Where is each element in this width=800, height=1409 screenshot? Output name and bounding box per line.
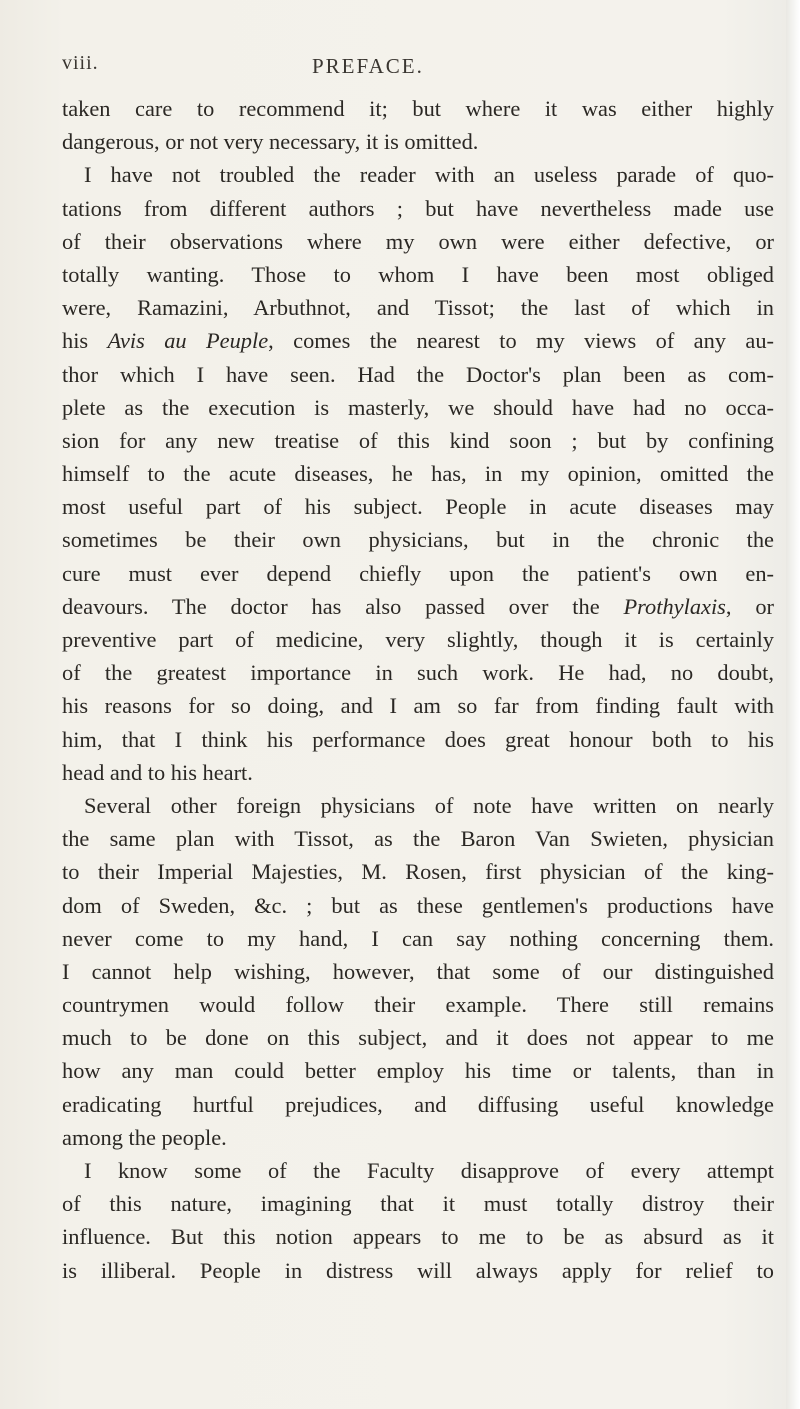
text-run: his (62, 328, 108, 354)
text-line: of their observations where my own were either defective, or (62, 228, 774, 254)
text-line: of the greatest importance in such work. He had, no doubt, (62, 660, 774, 686)
text-run: deavours. The doctor has also passed over the (62, 593, 624, 619)
text-line: sion for any new treatise of this kind soon ; but by confining (62, 427, 774, 453)
text-line: him, that I think his performance does great honour both to his (62, 726, 774, 752)
text-line: dangerous, or not very necessary, it is omitted. (62, 129, 479, 155)
text-line: sometimes be their own physicians, but in the chronic the (62, 527, 774, 553)
text-line (62, 324, 774, 357)
text-line: most useful part of his subject. People in acute diseases may (62, 494, 774, 520)
italic-title: Avis au Peuple (107, 328, 269, 354)
text-line: plete as the execution is masterly, we should have had no occa- (62, 394, 774, 420)
text-run: , comes the nearest to my views of any au- (268, 328, 774, 354)
text-line: thor which I have seen. Had the Doctor's plan been as com- (62, 361, 774, 387)
text-line: influence. But this notion appears to me to be as absurd as it (62, 1224, 774, 1250)
text-line: taken care to recommend it; but where it was either highly (62, 96, 774, 121)
paragraph-start-line: I have not troubled the reader with an useless parade of quo- (84, 162, 774, 188)
text-line: totally wanting. Those to whom I have been most obliged (62, 261, 774, 287)
paragraph-start-line: I know some of the Faculty disapprove of every attempt (84, 1158, 774, 1183)
text-line: the same plan with Tissot, as the Baron Van Swieten, physician (62, 826, 774, 852)
text-line: to their Imperial Majesties, M. Rosen, first physician of the king- (62, 859, 774, 885)
text-line: countrymen would follow their example. There still remains (62, 992, 774, 1018)
text-line: of this nature, imagining that it must totally distroy their (62, 1191, 774, 1217)
text-line: how any man could better employ his time or talents, than in (62, 1058, 774, 1084)
text-line: never come to my hand, I can say nothing concerning them. (62, 925, 774, 951)
page-edge (786, 0, 800, 1409)
text-line: head and to his heart. (62, 759, 253, 785)
paragraph-start-line: Several other foreign physicians of note have written on nearly (84, 792, 774, 818)
page-number: viii. (62, 52, 99, 74)
text-line: preventive part of medicine, very slightly, though it is certainly (62, 627, 774, 652)
text-line: dom of Sweden, &c. ; but as these gentlemen's productions have (62, 892, 774, 918)
text-line: eradicating hurtful prejudices, and diffusing useful knowledge (62, 1091, 774, 1117)
text-line: his reasons for so doing, and I am so far from finding fault with (62, 693, 774, 719)
text-line (62, 590, 774, 623)
text-line: tations from different authors ; but have nevertheless made use (62, 195, 774, 221)
text-line: much to be done on this subject, and it does not appear to me (62, 1025, 774, 1051)
running-head: PREFACE. (312, 54, 424, 78)
text-line: were, Ramazini, Arbuthnot, and Tissot; the last of which in (62, 295, 774, 321)
text-line: himself to the acute diseases, he has, in my opinion, omitted the (62, 461, 774, 487)
text-line: I cannot help wishing, however, that some of our distinguished (62, 958, 774, 984)
text-run: , or (725, 593, 774, 619)
italic-term: Prothylaxis (623, 593, 726, 619)
text-line: is illiberal. People in distress will always apply for relief to (62, 1257, 774, 1283)
text-line: among the people. (62, 1124, 227, 1150)
body-text (62, 92, 774, 1287)
text-line: cure must ever depend chiefly upon the patient's own en- (62, 560, 774, 586)
